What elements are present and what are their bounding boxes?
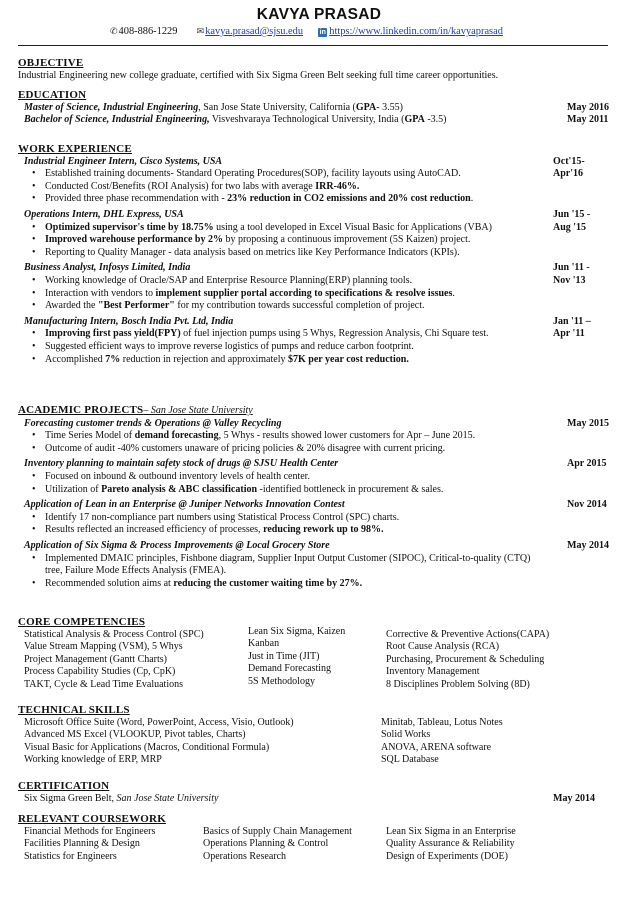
text-fragment: – San Jose State University (143, 405, 253, 416)
text-fragment: GPA (404, 114, 425, 126)
text-fragment: Six Sigma Green Belt, (24, 792, 117, 804)
list-item: Advanced MS Excel (VLOOKUP, Pivot tables, Charts) (24, 729, 246, 741)
list-item: • Focused on inbound & outbound inventory levels of health center. (30, 471, 549, 484)
core-column-2 (248, 626, 345, 689)
list-item (30, 234, 549, 247)
text-fragment: -3.5) (424, 114, 447, 126)
list-item: Demand Forecasting (248, 663, 332, 675)
education-item (18, 102, 613, 115)
list-item: Basics of Supply Chain Management (203, 825, 352, 837)
text-fragment: Apr'16 (553, 168, 583, 180)
job-title: Manufacturing Intern, Bosch India Pvt. Ltd, India (24, 315, 234, 327)
text-fragment: Visveshvaraya Technological University, India ( (209, 114, 405, 126)
project-date: May 2015 (567, 417, 609, 429)
list-item: • Implemented DMAIC principles, Fishbone diagram, Supplier Input Output Customer (SIPOC), Critical-to-quality (CTQ) tree, Failure Mode Effects Analysis (FMEA). (30, 553, 549, 578)
list-item: Microsoft Office Suite (Word, PowerPoint, Access, Visio, Outlook) (24, 716, 294, 728)
list-item: ANOVA, ARENA software (381, 741, 492, 753)
technical-heading: TECHNICAL SKILLS (18, 704, 130, 716)
core-columns (18, 625, 613, 695)
coursework-columns (18, 826, 613, 866)
text-fragment: reducing rework up to 98%. (263, 524, 384, 536)
certification-date: May 2014 (553, 792, 595, 804)
list-item (30, 524, 549, 537)
project-entry (18, 418, 613, 456)
text-fragment: Improving first pass yield(FPY) (45, 328, 181, 340)
text-fragment: Jan '11 – (553, 315, 591, 327)
list-item: Solid Works (381, 729, 431, 741)
text-fragment: Interaction with vendors to (45, 287, 156, 299)
list-item: Lean Six Sigma, Kaizen (248, 625, 346, 637)
list-item: Working knowledge of ERP, MRP (24, 754, 162, 766)
list-item (30, 181, 549, 194)
objective-heading: OBJECTIVE (18, 57, 84, 69)
list-item: • Identify 17 non-compliance part numbers using Statistical Process Control (SPC) charts. (30, 512, 549, 525)
list-item: Project Management (Gantt Charts) (24, 653, 168, 665)
coursework-column-2 (203, 826, 352, 864)
list-item: • Outcome of audit -40% customers unaware of pricing policies & 20% disagree with current pricing. (30, 443, 549, 456)
text-fragment: . (452, 287, 455, 299)
text-fragment: . (470, 193, 474, 205)
list-item (30, 430, 549, 443)
header-divider (18, 45, 608, 46)
text-fragment: Conducted Cost/Benefits (ROI Analysis) for two labs with average (45, 180, 316, 192)
list-item (30, 578, 549, 591)
text-fragment: reduction in rejection and approximately (120, 353, 288, 365)
project-entry (18, 540, 613, 590)
mail-icon: ✉ (196, 26, 205, 36)
job-date (553, 316, 613, 341)
list-item: • Reporting to Quality Manager - data analysis based on metrics like Key Performance Indicators (KPIs). (30, 247, 549, 260)
technical-column-1 (24, 717, 294, 767)
list-item (30, 354, 549, 367)
coursework-section (18, 813, 613, 866)
project-date: Nov 2014 (567, 499, 607, 511)
list-item: Lean Six Sigma in an Enterprise (386, 825, 516, 837)
text-fragment: - 3.55) (376, 101, 403, 113)
text-fragment: GPA (355, 101, 377, 113)
list-item: Operations Research (203, 850, 287, 862)
job-date (553, 156, 613, 181)
list-item: Minitab, Tableau, Lotus Notes (381, 716, 503, 728)
text-fragment: Awarded the (45, 300, 98, 312)
email-link[interactable]: kavya.prasad@sjsu.edu (205, 26, 304, 37)
list-item: Quality Assurance & Reliability (386, 838, 515, 850)
text-fragment: Results reflected an increased efficiency of processes, (45, 524, 264, 536)
project-title: Application of Lean in an Enterprise @ Juniper Networks Innovation Contest (24, 499, 345, 511)
list-item: Corrective & Preventive Actions(CAPA) (386, 628, 550, 640)
core-section (18, 616, 613, 695)
work-section (18, 143, 613, 366)
list-item: Statistical Analysis & Process Control (SPC) (24, 628, 204, 640)
text-fragment: San Jose State University (116, 792, 219, 804)
text-fragment: Accomplished (45, 353, 106, 365)
text-fragment: , 5 Whys - results showed lower customers for Apr – June 2015. (218, 430, 476, 442)
list-item: Purchasing, Procurement & Scheduling (386, 653, 545, 665)
objective-section (18, 57, 613, 82)
text-fragment: by proposing a continuous improvement (5S Kaizen) project. (222, 234, 471, 246)
education-heading: EDUCATION (18, 89, 87, 101)
coursework-column-3 (386, 826, 516, 864)
list-item: Operations Planning & Control (203, 838, 329, 850)
text-fragment: Time Series Model of (45, 430, 135, 442)
core-heading: CORE COMPETENCIES (18, 616, 146, 628)
text-fragment: Aug '15 (553, 221, 587, 233)
text-fragment: Bachelor of Science, Industrial Engineering, (24, 114, 210, 126)
list-item: Inventory Management (386, 666, 480, 678)
job-entry (18, 262, 613, 312)
list-item: • Working knowledge of Oracle/SAP and Enterprise Resource Planning(ERP) planning tools. (30, 275, 549, 288)
list-item: Just in Time (JIT) (248, 650, 320, 662)
list-item: Design of Experiments (DOE) (386, 850, 508, 862)
text-fragment: Jun '15 - (553, 208, 591, 220)
education-item (18, 114, 613, 127)
list-item: Statistics for Engineers (24, 850, 117, 862)
text-fragment: Master of Science, Industrial Engineering (24, 101, 199, 113)
list-item (30, 288, 549, 301)
list-item: Value Stream Mapping (VSM), 5 Whys (24, 641, 183, 653)
text-fragment: Oct'15- (553, 155, 585, 167)
list-item: Kanban (248, 638, 280, 650)
project-title: Inventory planning to maintain safety stock of drugs @ SJSU Health Center (24, 458, 339, 470)
contact-line (110, 26, 610, 37)
job-date (553, 209, 613, 234)
list-item: 5S Methodology (248, 675, 315, 687)
core-column-1 (24, 629, 204, 692)
job-title: Business Analyst, Infosys Limited, India (24, 262, 191, 274)
text-fragment: 23% reduction in CO2 emissions and 20% cost reduction (227, 193, 471, 205)
list-item: TAKT, Cycle & Lead Time Evaluations (24, 678, 183, 690)
phone-number: 408-886-1229 (118, 26, 178, 37)
education-section (18, 89, 613, 127)
academic-heading (18, 404, 613, 418)
text-fragment: 7% (105, 353, 121, 365)
job-entry (18, 316, 613, 366)
text-fragment: Utilization of (45, 483, 102, 495)
phone-icon: ✆ (110, 26, 118, 36)
job-entry (18, 156, 613, 206)
coursework-column-1 (24, 826, 155, 864)
list-item: Root Cause Analysis (RCA) (386, 641, 500, 653)
certification-item (18, 793, 613, 806)
candidate-name: KAVYA PRASAD (256, 6, 382, 23)
text-fragment: "Best Performer" (97, 300, 175, 312)
list-item (30, 222, 549, 235)
list-item (30, 193, 549, 206)
work-heading: WORK EXPERIENCE (18, 143, 132, 155)
linkedin-icon: in (319, 29, 326, 36)
project-title: Application of Six Sigma & Process Improvements @ Local Grocery Store (24, 539, 330, 551)
text-fragment: $7K per year cost reduction. (288, 353, 409, 365)
technical-columns (18, 717, 613, 769)
text-fragment: IRR-46%. (315, 180, 360, 192)
project-title: Forecasting customer trends & Operations @ Valley Recycling (24, 417, 282, 429)
core-column-3 (386, 629, 549, 692)
text-fragment: Improved warehouse performance by 2% (45, 234, 223, 246)
technical-section (18, 704, 613, 769)
list-item (30, 484, 549, 497)
text-fragment: for my contribution towards successful completion of project. (174, 300, 425, 312)
text-fragment: Apr '11 (553, 328, 585, 340)
education-date: May 2016 (567, 101, 609, 113)
job-title: Industrial Engineer Intern, Cisco Systems, USA (24, 155, 223, 167)
coursework-heading: RELEVANT COURSEWORK (18, 813, 166, 825)
text-fragment: reducing the customer waiting time by 27%. (173, 577, 363, 589)
text-fragment: using a tool developed in Excel Visual Basic for Applications (VBA) (213, 221, 492, 233)
list-item: • Established training documents- Standard Operating Procedures(SOP), facility layouts using AutoCAD. (30, 168, 549, 181)
list-item: Financial Methods for Engineers (24, 825, 156, 837)
technical-column-2 (381, 717, 503, 767)
education-date: May 2011 (567, 114, 609, 126)
list-item: SQL Database (381, 754, 439, 766)
certification-section (18, 780, 613, 805)
job-date (553, 262, 613, 287)
list-item: Visual Basic for Applications (Macros, Conditional Formula) (24, 741, 270, 753)
objective-text: Industrial Engineering new college graduate, certified with Six Sigma Green Belt seeking full time career opportunities. (18, 69, 499, 81)
list-item (30, 328, 549, 341)
list-item: 8 Disciplines Problem Solving (8D) (386, 678, 530, 690)
text-fragment: ACADEMIC PROJECTS (18, 404, 144, 416)
job-entry (18, 209, 613, 259)
list-item: Process Capability Studies (Cp, CpK) (24, 666, 176, 678)
list-item: • Suggested efficient ways to improve reverse logistics of pumps and reduce carbon footprint. (30, 341, 549, 354)
text-fragment: , San Jose State University, California ( (198, 101, 356, 113)
text-fragment: Provided three phase recommendation with - (45, 193, 228, 205)
list-item: Facilities Planning & Design (24, 838, 140, 850)
text-fragment: of fuel injection pumps using 5 Whys, Regression Analysis, Chi Square test. (180, 328, 489, 340)
text-fragment: Pareto analysis & ABC classification (101, 483, 258, 495)
text-fragment: implement supplier portal according to specifications & resolve issues (155, 287, 453, 299)
certification-heading: CERTIFICATION (18, 780, 110, 792)
academic-section (18, 404, 613, 590)
text-fragment: demand forecasting (134, 430, 219, 442)
project-entry (18, 499, 613, 537)
project-date: May 2014 (567, 539, 609, 551)
text-fragment: Recommended solution aims at (45, 577, 174, 589)
job-title: Operations Intern, DHL Express, USA (24, 208, 184, 220)
list-item (30, 300, 549, 313)
project-date: Apr 2015 (567, 458, 607, 470)
project-entry (18, 458, 613, 496)
text-fragment: -identified bottleneck in procurement & sales. (257, 483, 444, 495)
linkedin-link[interactable]: https://www.linkedin.com/in/kavyaprasad (329, 26, 503, 37)
text-fragment: Nov '13 (553, 274, 586, 286)
text-fragment: Jun '11 - (553, 262, 590, 274)
text-fragment: Optimized supervisor's time by 18.75% (45, 221, 214, 233)
